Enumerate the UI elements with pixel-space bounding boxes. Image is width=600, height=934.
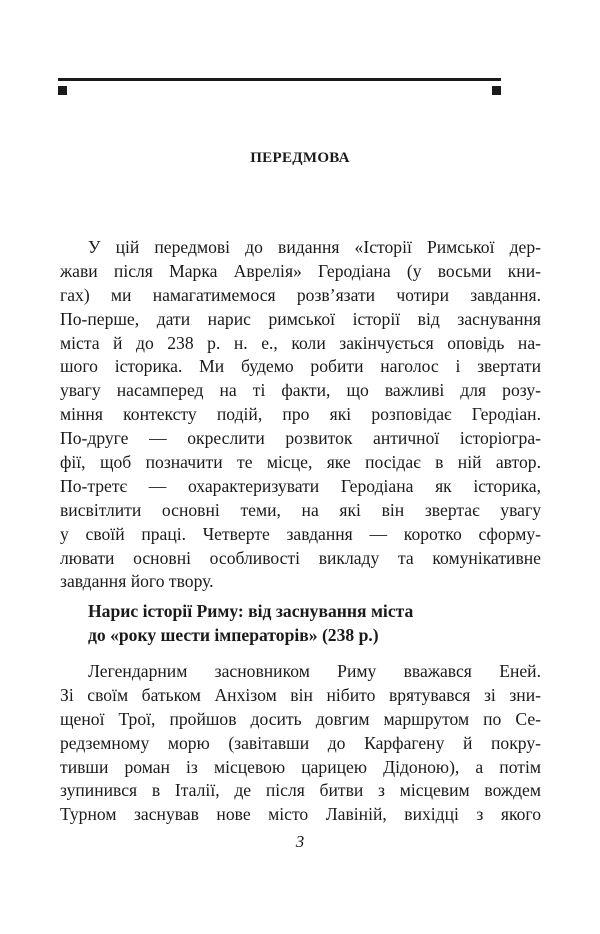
section-heading-line: Нарис історії Риму: від заснування міста: [88, 601, 414, 621]
text-line: зупинився в Італії, де після битви з місцевим вождем: [60, 780, 541, 801]
text-line: По-третє — охарактеризувати Геродіана як історика,: [60, 475, 541, 496]
text-line: По-друге — окреслити розвиток античної історіогра-: [60, 428, 541, 449]
header-rule: [58, 78, 501, 81]
text-line: фії, щоб позначити те місце, яке посідає в ній автор.: [60, 452, 541, 473]
paragraph-history: [60, 660, 541, 827]
text-line: тивши роман із місцевою царицею Дідоною), а потім: [60, 756, 541, 777]
header-square-left: [58, 86, 67, 95]
header-square-right: [492, 86, 501, 95]
text-line: висвітлити основні теми, на які він звертає увагу: [60, 499, 541, 520]
text-line: шого історика. Ми будемо робити наголос і звертати: [60, 356, 541, 377]
text-line: жави після Марка Аврелія» Геродіана (у восьми кни-: [60, 260, 541, 281]
text-line: міння контексту подій, про які розповідає Геродіан.: [60, 404, 541, 425]
text-line: завдання його твору.: [60, 571, 214, 592]
text-line: гах) ми намагатимемося розв’язати чотири завдання.: [60, 284, 541, 305]
text-line: У цій передмові до видання «Історії Римської дер-: [88, 237, 541, 257]
paragraph-intro: [60, 236, 541, 594]
page-title: ПЕРЕДМОВА: [250, 150, 350, 166]
text-line: щеної Трої, пройшов досить довгим маршрутом по Се-: [60, 708, 541, 729]
page-number: 3: [295, 832, 305, 851]
text-line: Легендарним засновником Риму вважався Еней.: [88, 661, 541, 681]
text-line: лювати основні особливості викладу та комунікативне: [60, 547, 541, 568]
text-line: По-перше, дати нарис римської історії від заснування: [60, 308, 541, 329]
text-line: увагу насамперед на ті факти, що важливі для розу-: [60, 380, 541, 401]
text-line: у своїй праці. Четверте завдання — коротко сформу-: [60, 523, 541, 544]
section-heading-line: до «року шести імператорів» (238 р.): [88, 624, 379, 645]
text-line: Турном заснував нове місто Лавіній, вихідці з якого: [60, 804, 541, 825]
section-heading: [60, 600, 541, 648]
text-line: Зі своїм батьком Анхізом він нібито врятувався зі зни-: [60, 684, 541, 705]
text-line: редземному морю (завітавши до Карфагену й покру-: [60, 732, 541, 753]
text-line: міста й до 238 р. н. е., коли закінчується оповідь на-: [60, 332, 541, 353]
